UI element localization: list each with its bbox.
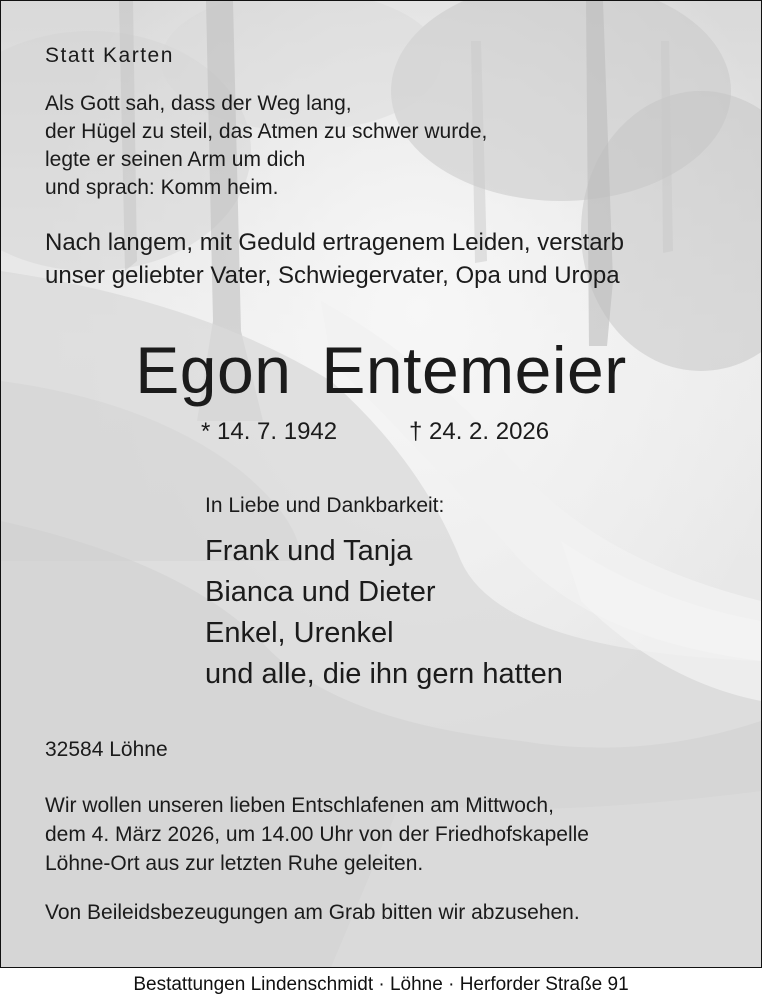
- mourner-entry: Frank und Tanja: [205, 535, 413, 567]
- poem-line: und sprach: Komm heim.: [45, 176, 279, 199]
- funeral-home-footer: Bestattungen Lindenschmidt · Löhne · Herforder Straße 91: [133, 974, 629, 995]
- mourner-entry: Enkel, Urenkel: [205, 617, 394, 649]
- deceased-name: [1, 333, 761, 407]
- deceased-first-name: Egon: [135, 333, 292, 407]
- condolence-note: Von Beileidsbezeugungen am Grab bitten wir abzusehen.: [45, 901, 580, 924]
- mourner-entry: Bianca und Dieter: [205, 576, 436, 608]
- poem-line: Als Gott sah, dass der Weg lang,: [45, 92, 352, 115]
- mourner-entry: und alle, die ihn gern hatten: [205, 658, 563, 690]
- death-date: † 24. 2. 2026: [409, 418, 550, 445]
- funeral-line: dem 4. März 2026, um 14.00 Uhr von der Friedhofskapelle: [45, 823, 589, 846]
- funeral-line: Löhne-Ort aus zur letzten Ruhe geleiten.: [45, 852, 424, 875]
- intro-line: Nach langem, mit Geduld ertragenem Leiden, verstarb: [45, 229, 624, 256]
- funeral-line: Wir wollen unseren lieben Entschlafenen am Mittwoch,: [45, 794, 554, 817]
- notice-header: Statt Karten: [45, 44, 174, 67]
- birth-date: * 14. 7. 1942: [201, 418, 338, 445]
- deceased-last-name: Entemeier: [321, 333, 627, 407]
- intro-line: unser geliebter Vater, Schwiegervater, Opa und Uropa: [45, 262, 620, 289]
- poem-line: der Hügel zu steil, das Atmen zu schwer wurde,: [45, 120, 488, 143]
- mourners-intro: In Liebe und Dankbarkeit:: [205, 494, 445, 517]
- place-of-residence: 32584 Löhne: [45, 738, 168, 761]
- poem-line: legte er seinen Arm um dich: [45, 148, 306, 171]
